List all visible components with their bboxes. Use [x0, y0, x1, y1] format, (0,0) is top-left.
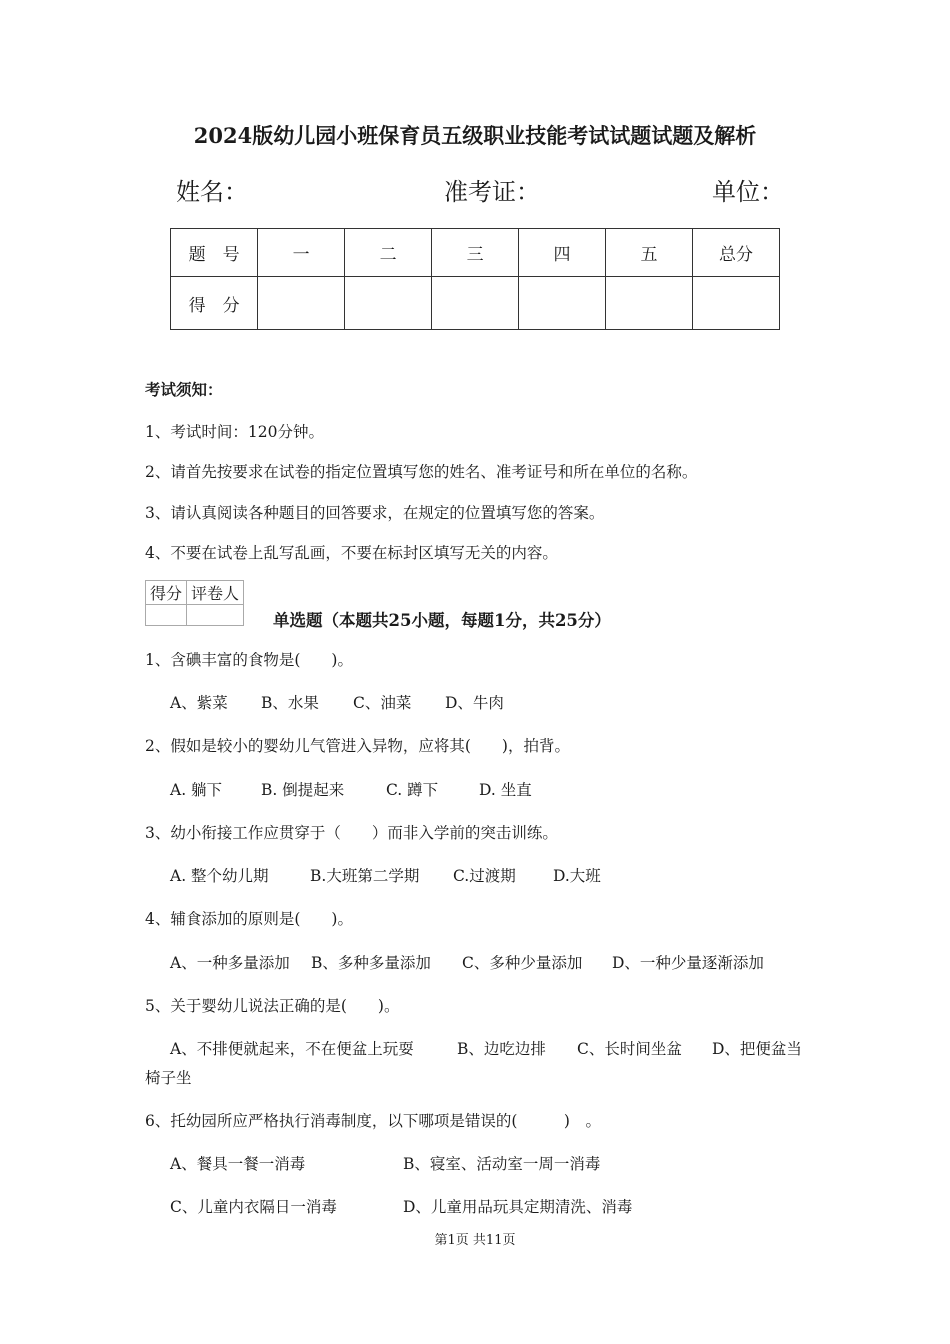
score-table-header-cell: 二 — [345, 229, 432, 277]
answer-option: B、水果 — [261, 694, 319, 712]
page-title: 2024版幼儿园小班保育员五级职业技能考试试题试题及解析 — [193, 123, 757, 148]
score-cell[interactable] — [432, 277, 519, 330]
question-text: 5、关于婴幼儿说法正确的是( )。 — [145, 997, 400, 1015]
grader-name-cell[interactable] — [187, 605, 244, 626]
answer-option: C、油菜 — [353, 694, 412, 712]
answer-option: D、把便盆当 — [712, 1040, 802, 1058]
section-title: 单选题（本题共25小题，每题1分，共25分） — [273, 611, 611, 630]
question-text: 2、假如是较小的婴幼儿气管进入异物，应将其( )，拍背。 — [145, 737, 570, 755]
notice-item: 2、请首先按要求在试卷的指定位置填写您的姓名、准考证号和所在单位的名称。 — [145, 463, 698, 481]
score-cell[interactable] — [606, 277, 693, 330]
grader-box-score-label: 得分 — [146, 581, 187, 605]
answer-option: D、牛肉 — [445, 694, 504, 712]
answer-option: D、一种少量逐渐添加 — [612, 954, 764, 972]
score-cell[interactable] — [258, 277, 345, 330]
score-table-row-label: 得 分 — [171, 277, 258, 330]
question-text: 1、含碘丰富的食物是( )。 — [145, 651, 353, 669]
notice-item: 1、考试时间：120分钟。 — [145, 423, 324, 441]
question-text: 6、托幼园所应严格执行消毒制度，以下哪项是错误的( ) 。 — [145, 1112, 601, 1130]
answer-option: A、不排便就起来，不在便盆上玩耍 — [170, 1040, 414, 1058]
answer-option: A、一种多量添加 — [170, 954, 290, 972]
score-table-header-cell: 总分 — [692, 229, 779, 277]
grader-box — [145, 580, 244, 626]
question-text: 4、辅食添加的原则是( )。 — [145, 910, 353, 928]
score-cell[interactable] — [692, 277, 779, 330]
answer-option: B. 倒提起来 — [261, 781, 345, 799]
score-table-header-cell: 五 — [606, 229, 693, 277]
answer-option: D.大班 — [553, 867, 601, 885]
notice-heading: 考试须知： — [145, 380, 223, 399]
grader-box-grader-label: 评卷人 — [187, 581, 244, 605]
answer-option: C、长时间坐盆 — [577, 1040, 682, 1058]
score-table-header-cell: 题 号 — [171, 229, 258, 277]
score-table-header-cell: 四 — [519, 229, 606, 277]
page-number: 第1页 共11页 — [434, 1233, 516, 1248]
score-table-header-cell: 一 — [258, 229, 345, 277]
answer-option: B、多种多量添加 — [311, 954, 431, 972]
notice-item: 3、请认真阅读各种题目的回答要求，在规定的位置填写您的答案。 — [145, 504, 605, 522]
answer-option: C、儿童内衣隔日一消毒 — [170, 1198, 337, 1216]
answer-option: B、寝室、活动室一周一消毒 — [403, 1155, 601, 1173]
answer-option: A、餐具一餐一消毒 — [170, 1155, 306, 1173]
answer-option: A、紫菜 — [170, 694, 228, 712]
unit-label: 单位： — [712, 178, 784, 206]
answer-option: D、儿童用品玩具定期清洗、消毒 — [403, 1198, 633, 1216]
score-cell[interactable] — [519, 277, 606, 330]
answer-option: A. 整个幼儿期 — [170, 867, 269, 885]
answer-option-continuation: 椅子坐 — [145, 1069, 192, 1087]
name-label: 姓名： — [176, 178, 248, 206]
answer-option: B、边吃边排 — [457, 1040, 546, 1058]
exam-id-label: 准考证： — [444, 178, 540, 206]
answer-option: A. 躺下 — [170, 781, 223, 799]
answer-option: D. 坐直 — [479, 781, 532, 799]
question-text: 3、幼小衔接工作应贯穿于（ ）而非入学前的突击训练。 — [145, 824, 558, 842]
score-table — [170, 228, 780, 330]
answer-option: C. 蹲下 — [386, 781, 439, 799]
score-cell[interactable] — [345, 277, 432, 330]
answer-option: C.过渡期 — [453, 867, 516, 885]
answer-option: B.大班第二学期 — [310, 867, 420, 885]
answer-option: C、多种少量添加 — [462, 954, 583, 972]
grader-score-cell[interactable] — [146, 605, 187, 626]
notice-item: 4、不要在试卷上乱写乱画，不要在标封区填写无关的内容。 — [145, 544, 558, 562]
score-table-header-cell: 三 — [432, 229, 519, 277]
